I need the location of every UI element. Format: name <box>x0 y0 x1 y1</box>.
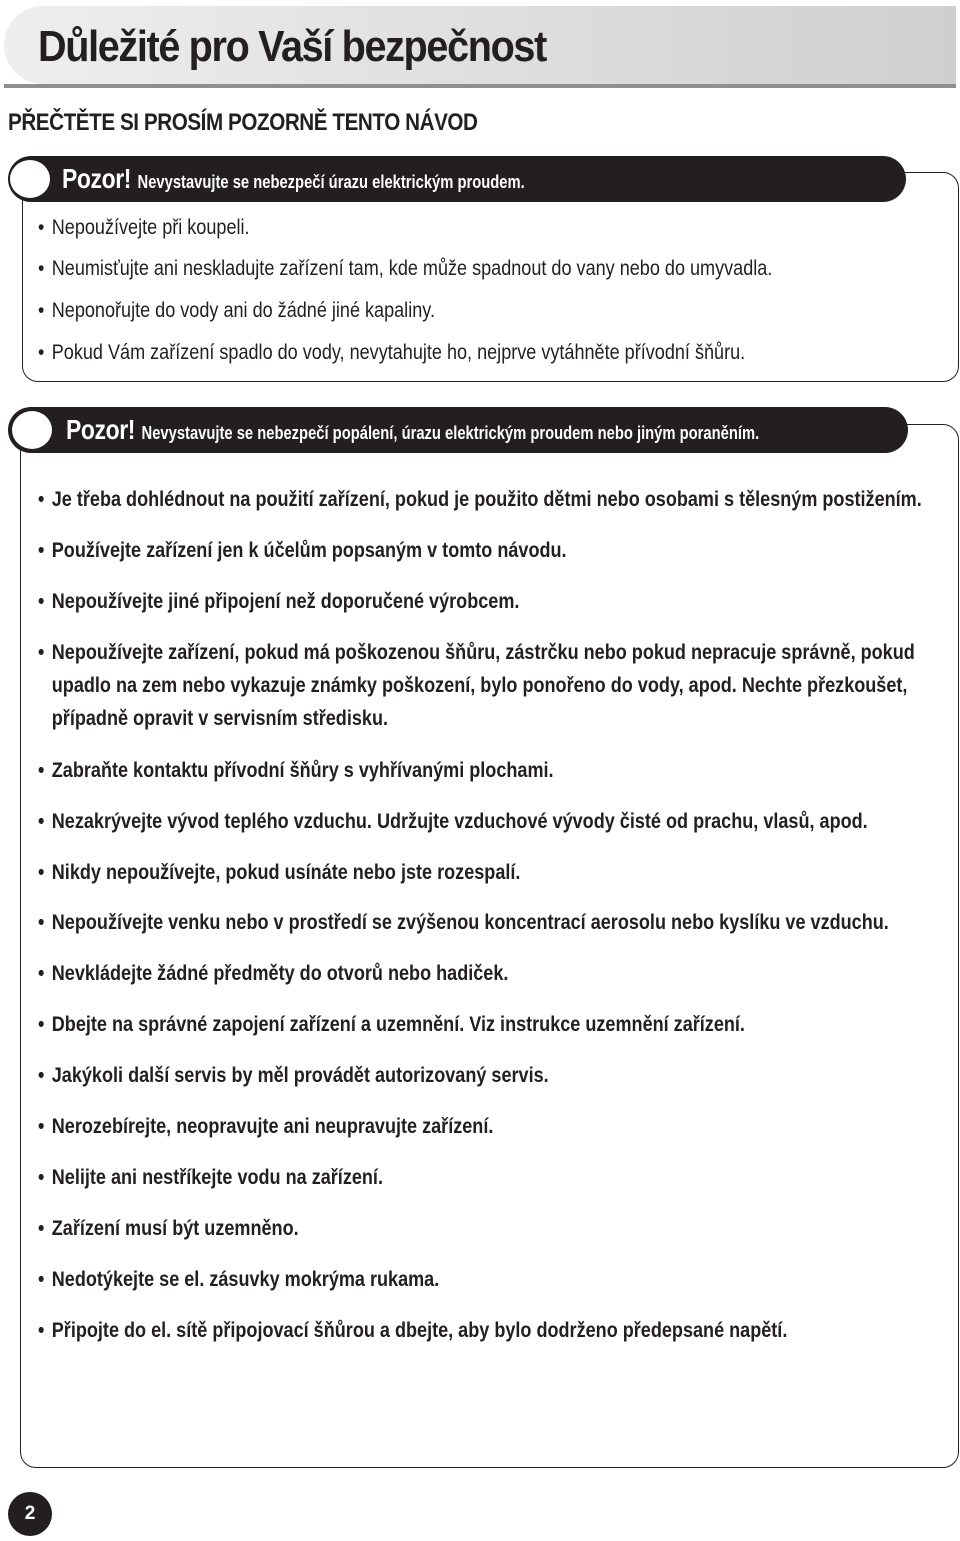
bullet-icon: • <box>38 257 45 280</box>
list-item-text: Zabraňte kontaktu přívodní šňůry s vyhřívanými plochami. <box>51 759 554 782</box>
list-item-text: Neponořujte do vody ani do žádné jiné kapaliny. <box>51 299 435 322</box>
list-item <box>38 215 250 241</box>
warning-circle-icon <box>10 160 50 198</box>
bullet-icon: • <box>38 810 45 833</box>
bullet-icon: • <box>38 1115 45 1138</box>
list-item-text: Nerozebírejte, neopravujte ani neupravujte zařízení. <box>51 1115 494 1138</box>
bullet-icon: • <box>38 759 45 782</box>
list-item-text: Neumisťujte ani neskladujte zařízení tam, kde může spadnout do vany nebo do umyvadla. <box>51 257 773 280</box>
bullet-icon: • <box>38 539 45 562</box>
warning-label: Pozor! <box>66 414 135 445</box>
warning-message: Nevystavujte se nebezpečí úrazu elektrickým proudem. <box>137 172 525 192</box>
list-item <box>38 1110 493 1143</box>
list-item-text: Zařízení musí být uzemněno. <box>51 1217 299 1240</box>
title-underline <box>4 84 956 88</box>
list-item-text: Nepoužívejte zařízení, pokud má poškozenou šňůru, zástrčku nebo pokud nepracuje správně, pokud upadlo na zem nebo vykazuje známky poškození, bylo ponořeno do vody, apod. Nechte přezkoušet, případně opravit v servisním středisku. <box>51 641 915 730</box>
list-item <box>38 636 915 735</box>
list-item-text: Nezakrývejte vývod teplého vzduchu. Udržujte vzduchové vývody čisté od prachu, vlasů, apod. <box>51 810 868 833</box>
list-item-text: Nevkládejte žádné předměty do otvorů nebo hadiček. <box>51 962 509 985</box>
list-item <box>38 1008 745 1041</box>
bullet-icon: • <box>38 962 45 985</box>
bullet-icon: • <box>38 1217 45 1240</box>
bullet-icon: • <box>38 1166 45 1189</box>
list-item <box>38 1161 383 1194</box>
list-item-text: Je třeba dohlédnout na použití zařízení, pokud je použito dětmi nebo osobami s tělesným postižením. <box>51 488 922 511</box>
list-item-text: Nikdy nepoužívejte, pokud usínáte nebo jste rozespalí. <box>51 861 521 884</box>
section-frame <box>20 424 959 1468</box>
list-item-text: Nedotýkejte se el. zásuvky mokrýma rukama. <box>51 1268 440 1291</box>
warning-header <box>8 156 906 202</box>
page-title: Důležité pro Vaší bezpečnost <box>38 22 546 71</box>
page-number-badge: 2 <box>8 1492 52 1536</box>
page-subtitle: PŘEČTĚTE SI PROSÍM POZORNĚ TENTO NÁVOD <box>8 109 478 136</box>
list-item-text: Nepoužívejte při koupeli. <box>51 216 250 239</box>
list-item <box>38 1212 299 1245</box>
list-item-text: Dbejte na správné zapojení zařízení a uzemnění. Viz instrukce uzemnění zařízení. <box>51 1013 745 1036</box>
list-item-text: Pokud Vám zařízení spadlo do vody, nevytahujte ho, nejprve vytáhněte přívodní šňůru. <box>51 341 746 364</box>
bullet-icon: • <box>38 861 45 884</box>
list-item <box>38 340 745 366</box>
bullet-icon: • <box>38 1064 45 1087</box>
list-item <box>38 957 508 990</box>
bullet-icon: • <box>38 911 45 934</box>
warning-message: Nevystavujte se nebezpečí popálení, úrazu elektrickým proudem nebo jiným poraněním. <box>141 423 760 443</box>
list-item <box>38 1059 549 1092</box>
list-item <box>38 585 519 618</box>
list-item <box>38 1263 439 1296</box>
bullet-icon: • <box>38 1319 45 1342</box>
bullet-icon: • <box>38 299 45 322</box>
bullet-icon: • <box>38 488 45 511</box>
list-item <box>38 256 772 282</box>
bullet-icon: • <box>38 216 45 239</box>
warning-header <box>8 407 908 453</box>
warning-header-text <box>66 414 759 446</box>
bullet-icon: • <box>38 1268 45 1291</box>
warning-label: Pozor! <box>62 163 131 194</box>
list-item <box>38 805 868 838</box>
list-item <box>38 483 922 516</box>
list-item-text: Připojte do el. sítě připojovací šňůrou a dbejte, aby bylo dodrženo předepsané napětí. <box>51 1319 788 1342</box>
warning-circle-icon <box>12 411 52 449</box>
list-item-text: Nelijte ani nestříkejte vodu na zařízení. <box>51 1166 383 1189</box>
bullet-icon: • <box>38 641 45 664</box>
warning-header-text <box>62 163 525 195</box>
list-item-text: Používejte zařízení jen k účelům popsaným v tomto návodu. <box>51 539 567 562</box>
list-item-text: Nepoužívejte jiné připojení než doporučené výrobcem. <box>51 590 520 613</box>
list-item <box>38 298 435 324</box>
bullet-icon: • <box>38 590 45 613</box>
list-item <box>38 906 889 939</box>
bullet-icon: • <box>38 341 45 364</box>
list-item <box>38 534 567 567</box>
list-item <box>38 754 554 787</box>
bullet-icon: • <box>38 1013 45 1036</box>
list-item <box>38 856 520 889</box>
list-item-text: Nepoužívejte venku nebo v prostředí se zvýšenou koncentrací aerosolu nebo kyslíku ve vzduchu. <box>51 911 889 934</box>
list-item-text: Jakýkoli další servis by měl provádět autorizovaný servis. <box>51 1064 549 1087</box>
list-item <box>38 1314 787 1347</box>
